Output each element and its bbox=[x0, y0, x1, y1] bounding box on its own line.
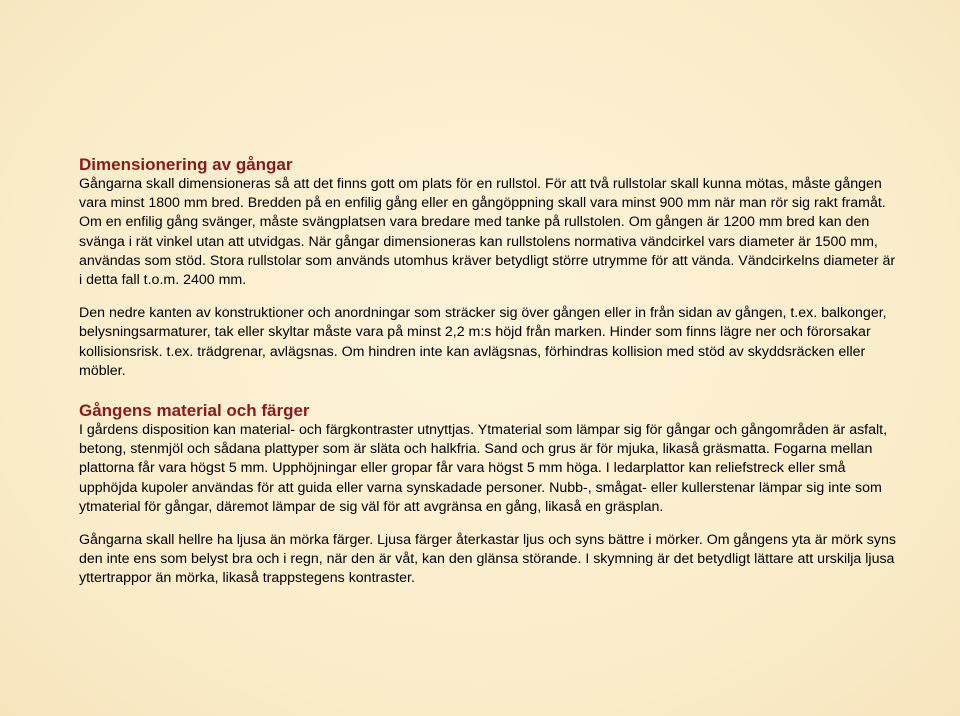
document-body bbox=[79, 155, 899, 589]
spacer bbox=[79, 381, 899, 401]
heading-dimensionering: Dimensionering av gångar bbox=[79, 155, 293, 174]
paragraph-obstacles: Den nedre kanten av konstruktioner och anordningar som sträcker sig över gången eller in från sidan av gången, t.ex. balkonger, belysningsarmaturer, tak eller skyltar måste vara på minst 2,2 m:s höjd från marken. Hinder som finns lägre ner och förorsakar kollisionsrisk. t.ex. trädgrenar, avlägsnas. Om hindren inte kan avlägsnas, förhindras kollision med stöd av skyddsräcken eller möbler. bbox=[79, 305, 887, 379]
paragraph-materials: I gårdens disposition kan material- och färgkontraster utnyttjas. Ytmaterial som lämpar sig för gångar och gångområden är asfalt, betong, stenmjöl och sådana plattyper som är släta och halkfria. Sand och grus är för mjuka, likaså gräsmatta. Fogarna mellan plattorna får vara högst 5 mm. Upphöjningar eller gropar får vara högst 5 mm höga. I ledarplattor kan reliefstreck eller små upphöjda kupoler användas för att guida eller varna synskadade personer. Nubb-, smågat- eller kullerstenar lämpar sig inte som ytmaterial för gångar, däremot lämpar de sig väl för att avgränsa en gång, likaså en gräsplan. bbox=[79, 422, 888, 515]
heading-material: Gångens material och färger bbox=[79, 401, 310, 421]
spacer bbox=[79, 290, 899, 304]
spacer bbox=[79, 517, 899, 531]
paragraph-colors: Gångarna skall hellre ha ljusa än mörka färger. Ljusa färger återkastar ljus och syns bättre i mörker. Om gångens yta är mörk syns den inte ens som belyst bra och i regn, när den är våt, kan den glänsa störande. I skymning är det betydligt lättare att urskilja ljusa yttertrappor än mörka, likaså trappstegens kontraster. bbox=[79, 532, 896, 587]
paragraph-dimensions: Gångarna skall dimensioneras så att det finns gott om plats för en rullstol. För att två rullstolar skall kunna mötas, måste gången vara minst 1800 mm bred. Bredden på en enfilig gång eller en gångöppning skall vara minst 900 mm när man rör sig rakt framåt. Om en enfilig gång svänger, måste svängplatsen vara bredare med tanke på rullstolen. Om gången är 1200 mm bred kan den svänga i rät vinkel utan att utvidgas. När gångar dimensioneras kan rullstolens normativa vändcirkel vars diameter är 1500 mm, användas som stöd. Stora rullstolar som används utomhus kräver betydligt större utrymme för att vända. Vändcirkelns diameter är i detta fall t.o.m. 2400 mm. bbox=[79, 176, 896, 289]
